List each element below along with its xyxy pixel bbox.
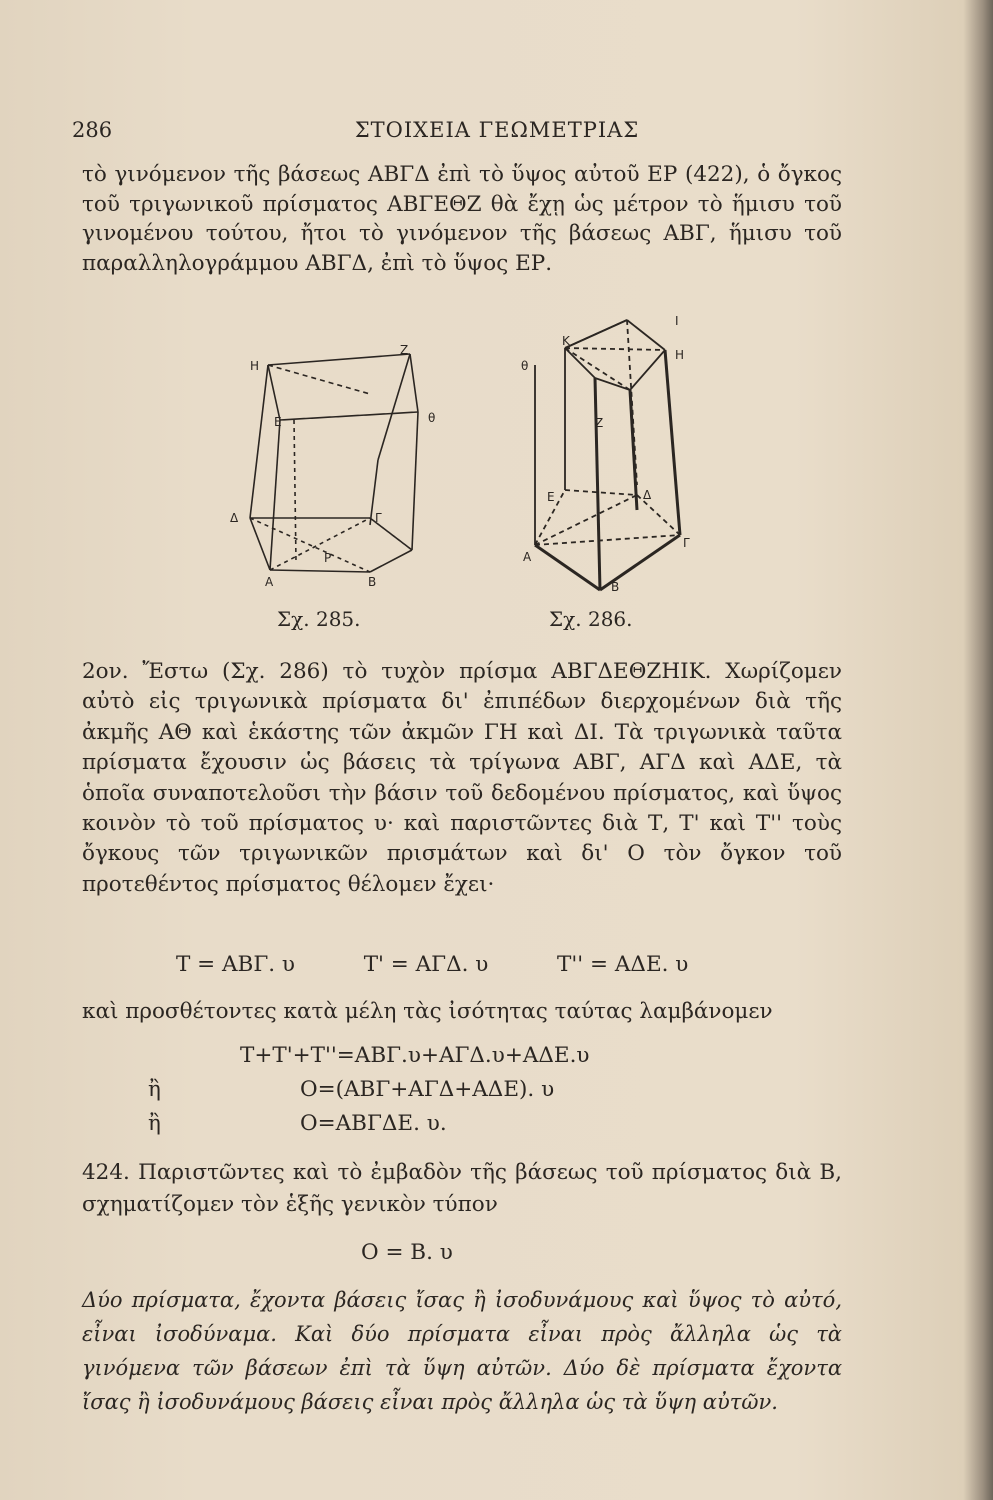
figure-286-drawing	[515, 315, 705, 595]
equation-3: Ο = Β. υ	[361, 1240, 453, 1265]
fig286-label-E: E	[547, 490, 555, 504]
equation-2-line-3: Ο=ΑΒΓΔΕ. υ.	[300, 1111, 447, 1136]
equation-1	[176, 952, 688, 977]
equation-2-row-2	[148, 1077, 555, 1102]
paragraph-4: 424. Παριστῶντες καὶ τὸ ἐμβαδὸν τῆς βάσεως τοῦ πρίσματος διὰ Β, σχηματίζομεν τὸν ἑξῆς γενικὸν τύπον	[82, 1160, 842, 1217]
fig286-label-theta: θ	[521, 359, 529, 373]
paragraph-1: τὸ γινόμενον τῆς βάσεως ΑΒΓΔ ἐπὶ τὸ ὕψος αὐτοῦ ΕΡ (422), ὁ ὄγκος τοῦ τριγωνικοῦ πρίσματος ΑΒΓΕΘΖ θὰ ἔχῃ ὡς μέτρον τὸ ἥμισυ τοῦ γινομένου τούτου, ἤτοι τὸ γινόμενον τῆς βάσεως ΑΒΓ, ἥμισυ τοῦ παραλληλογράμμου ΑΒΓΔ, ἐπὶ τὸ ὕψος ΕΡ.	[82, 162, 842, 276]
figure-286-caption: Σχ. 286.	[549, 607, 633, 631]
fig285-label-A: A	[265, 575, 274, 589]
figure-286	[515, 315, 705, 595]
fig286-label-I: I	[675, 315, 679, 328]
fig286-label-A: A	[523, 550, 532, 564]
equation-2-line-2: Ο=(ΑΒΓ+ΑΓΔ+ΑΔΕ). υ	[300, 1077, 555, 1102]
fig285-label-delta: Δ	[230, 511, 239, 525]
fig285-label-Z: Z	[400, 343, 409, 357]
theorem-statement: Δύο πρίσματα, ἔχοντα βάσεις ἴσας ἢ ἰσοδυνάμους καὶ ὕψος τὸ αὐτό, εἶναι ἰσοδύναμα. Καὶ δύο πρίσματα εἶναι πρὸς ἄλληλα ὡς τὰ γινόμενα τῶν βάσεων ἐπὶ τὰ ὕψη αὐτῶν. Δύο δὲ πρίσματα ἔχοντα ἴσας ἢ ἰσοδυνάμους βάσεις εἶναι πρὸς ἄλληλα ὡς τὰ ὕψη αὐτῶν.	[82, 1288, 842, 1414]
figure-285-drawing	[220, 340, 450, 595]
figure-285-caption: Σχ. 285.	[277, 607, 361, 631]
equation-1-part-2: Τ' = ΑΓΔ. υ	[363, 952, 489, 977]
fig285-label-E: E	[274, 415, 282, 429]
equation-1-part-1: Τ = ΑΒΓ. υ	[176, 952, 296, 977]
fig286-label-K: K	[562, 334, 570, 348]
equation-2-conjunction: ἢ	[148, 1111, 161, 1136]
page-header	[72, 118, 922, 148]
equation-1-part-3: Τ'' = ΑΔΕ. υ	[557, 952, 689, 977]
fig286-label-Z: Z	[595, 416, 604, 430]
fig285-label-H: H	[250, 359, 260, 373]
running-head: ΣΤΟΙΧΕΙΑ ΓΕΩΜΕΤΡΙΑΣ	[354, 118, 640, 142]
page-number: 286	[72, 118, 113, 142]
fig285-label-theta: θ	[428, 411, 436, 425]
fig286-label-B: B	[611, 580, 620, 594]
equation-2-line-1: Τ+Τ'+Τ''=ΑΒΓ.υ+ΑΓΔ.υ+ΑΔΕ.υ	[240, 1043, 590, 1068]
fig285-label-P: P	[324, 551, 332, 565]
fig285-label-B: B	[368, 575, 377, 589]
equation-2-row-3	[148, 1111, 447, 1136]
paragraph-2: 2ον. Ἔστω (Σχ. 286) τὸ τυχὸν πρίσμα ΑΒΓΔΕΘΖΗΙΚ. Χωρίζομεν αὐτὸ εἰς τριγωνικὰ πρίσματα δι' ἐπιπέδων διερχομένων διὰ τῆς ἀκμῆς ΑΘ καὶ ἑκάστης τῶν ἀκμῶν ΓΗ καὶ ΔΙ. Τὰ τριγωνικὰ ταῦτα πρίσματα ἔχουσιν ὡς βάσεις τὰ τρίγωνα ΑΒΓ, ΑΓΔ καὶ ΑΔΕ, τὰ ὁποῖα συναποτελοῦσι τὴν βάσιν τοῦ δεδομένου πρίσματος, καὶ ὕψος κοινὸν τὸ τοῦ πρίσματος υ· καὶ παριστῶντες διὰ Τ, Τ' καὶ Τ'' τοὺς ὄγκους τῶν τριγωνικῶν πρισμάτων καὶ δι' Ο τὸν ὄγκον τοῦ προτεθέντος πρίσματος θέλομεν ἔχει·	[82, 659, 842, 897]
equation-2-conjunction: ἢ	[148, 1077, 161, 1102]
fig286-label-H: H	[675, 348, 685, 362]
figure-285	[220, 340, 450, 595]
fig286-label-gamma: Γ	[683, 536, 690, 550]
paragraph-3: καὶ προσθέτοντες κατὰ μέλη τὰς ἰσότητας ταύτας λαμβάνομεν	[82, 999, 773, 1024]
fig286-label-delta: Δ	[643, 488, 652, 502]
fig285-label-gamma: Γ	[375, 511, 382, 525]
